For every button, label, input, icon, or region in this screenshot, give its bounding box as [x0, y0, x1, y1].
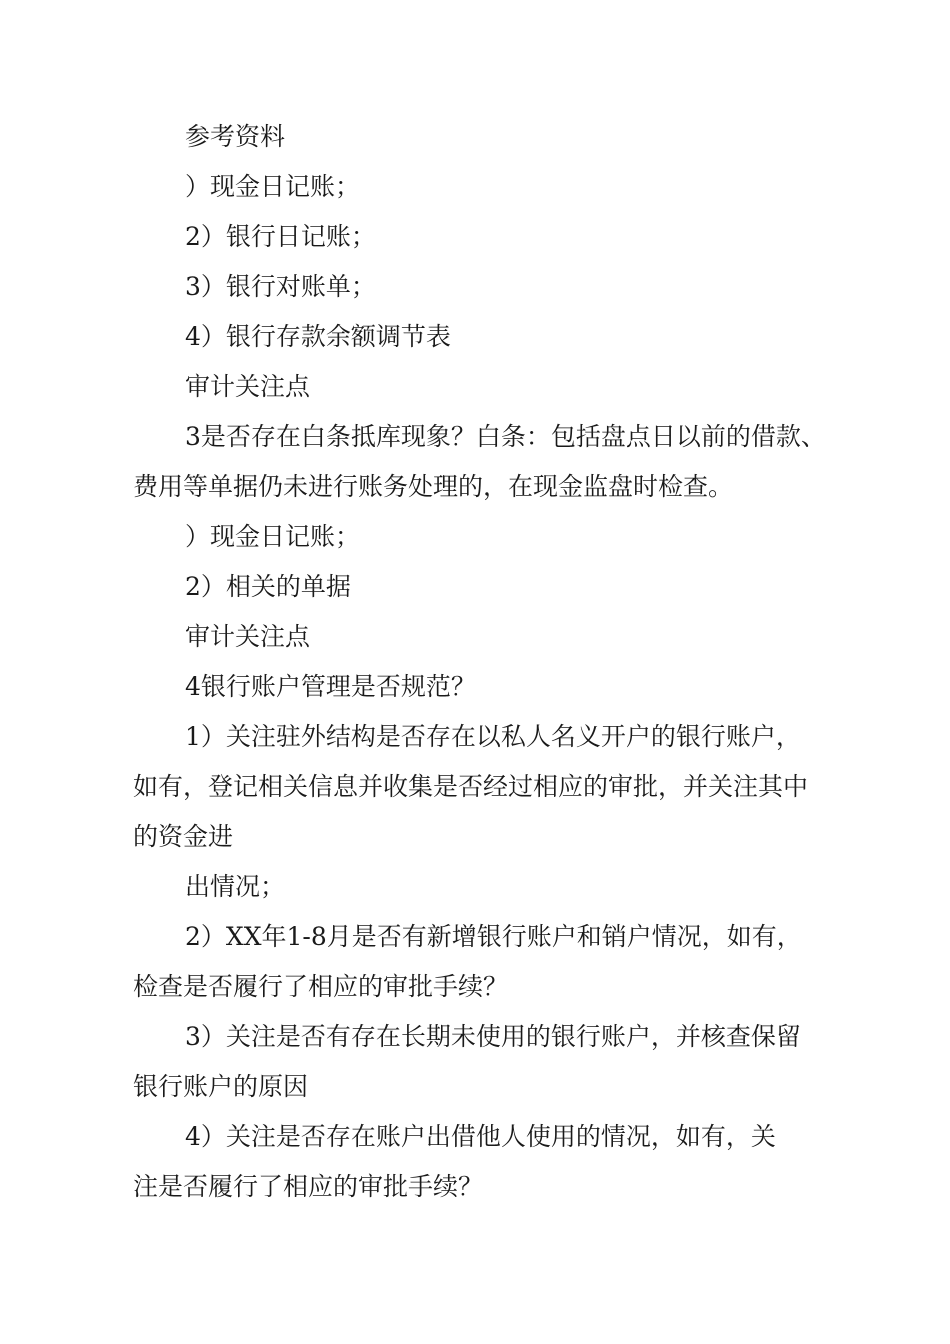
text-line: 1）关注驻外结构是否存在以私人名义开户的银行账户， — [185, 722, 801, 751]
section-heading: 审计关注点 — [185, 622, 311, 651]
text-line: 2）相关的单据 — [185, 572, 351, 601]
document-body — [133, 112, 833, 1212]
text-line: 4）银行存款余额调节表 — [185, 322, 451, 351]
text-line: 4）关注是否存在账户出借他人使用的情况，如有，关 — [185, 1122, 776, 1151]
text-line: ）现金日记账； — [185, 522, 361, 551]
text-line: 出情况； — [185, 872, 286, 901]
text-line: ）现金日记账； — [185, 172, 361, 201]
text-line: 参考资料 — [185, 122, 286, 151]
text-line: 3）银行对账单； — [185, 272, 376, 301]
text-line: 3）关注是否有存在长期未使用的银行账户，并核查保留 — [185, 1022, 801, 1051]
section-heading: 审计关注点 — [185, 372, 311, 401]
text-line: 注是否履行了相应的审批手续？ — [133, 1172, 484, 1201]
text-line: 如有，登记相关信息并收集是否经过相应的审批，并关注其中 — [133, 772, 809, 801]
text-line: 银行账户的原因 — [133, 1072, 309, 1101]
text-line: 费用等单据仍未进行账务处理的，在现金监盘时检查。 — [133, 472, 734, 501]
text-line: 2）银行日记账； — [185, 222, 376, 251]
text-line: 4银行账户管理是否规范？ — [185, 672, 476, 701]
text-line: 检查是否履行了相应的审批手续？ — [133, 972, 509, 1001]
text-line: 的资金进 — [133, 822, 234, 851]
text-line: 2）XX年1-8月是否有新增银行账户和销户情况，如有， — [185, 922, 802, 951]
text-line: 3是否存在白条抵库现象？白条：包括盘点日以前的借款、 — [185, 422, 826, 451]
